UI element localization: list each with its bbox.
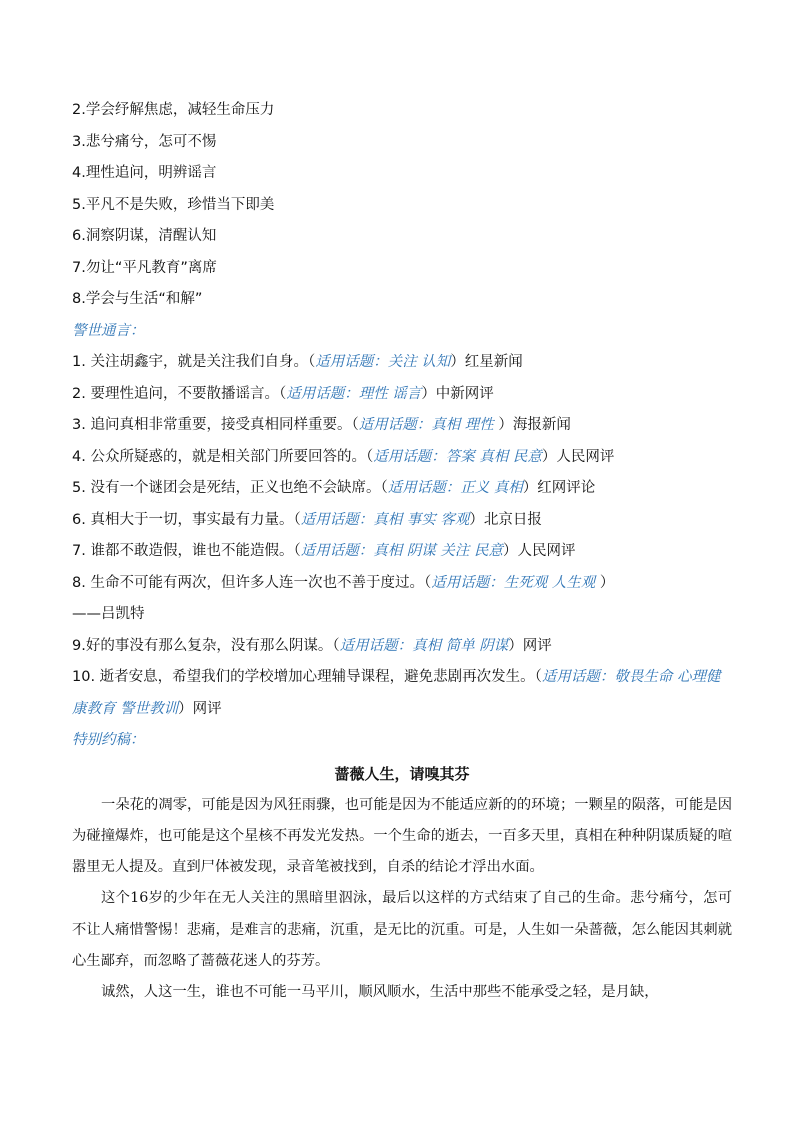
quote-source: ）网评 bbox=[508, 637, 552, 654]
quote-item bbox=[72, 379, 732, 411]
quote-source: ）人民网评 bbox=[503, 543, 576, 559]
list-item: 3.悲兮痛兮，怎可不惕 bbox=[72, 133, 217, 150]
quote-text: 1. 关注胡鑫宇，就是关注我们自身。（ bbox=[72, 354, 316, 370]
quote-text: 7. 谁都不敢造假，谁也不能造假。（ bbox=[72, 543, 301, 559]
quote-topic-tag: 适用话题：答案 真相 民意 bbox=[373, 448, 542, 465]
list-item: 4.理性追问，明辨谣言 bbox=[72, 165, 217, 181]
quote-item bbox=[72, 631, 732, 663]
quote-text: 3. 追问真相非常重要，接受真相同样重要。（ bbox=[72, 417, 359, 433]
quote-item bbox=[72, 473, 732, 505]
quote-text: 8. 生命不可能有两次，但许多人连一次也不善于度过。（ bbox=[72, 574, 432, 591]
quote-text: 2. 要理性追问，不要散播谣言。（ bbox=[72, 385, 287, 402]
quotes-heading: 警世通言： bbox=[72, 322, 145, 339]
list-item: 2.学会纾解焦虑，减轻生命压力 bbox=[72, 102, 275, 118]
quote-item bbox=[72, 347, 732, 379]
quote-source: ）红网评论 bbox=[522, 480, 596, 496]
quote-item bbox=[72, 442, 732, 474]
quote-source: ）北京日报 bbox=[469, 511, 542, 528]
quote-source: ）红星新闻 bbox=[450, 354, 523, 370]
quote-item bbox=[72, 505, 732, 537]
quote-source: ）中新网评 bbox=[421, 385, 494, 402]
quote-text: 5. 没有一个谜团会是死结，正义也绝不会缺席。（ bbox=[72, 480, 388, 496]
quote-topic-tag: 适用话题：敬畏生命 心理健康教育 警世教训 bbox=[72, 669, 721, 717]
article-paragraph: 诚然，人这一生，谁也不可能一马平川，顺风顺水，生活中那些不能承受之轻，是月缺， bbox=[101, 984, 659, 1001]
special-heading: 特别约稿： bbox=[72, 732, 145, 748]
list-item: 6.洞察阴谋，清醒认知 bbox=[72, 228, 217, 244]
article-paragraph: 一朵花的凋零，可能是因为风狂雨骤，也可能是因为不能适应新的的环境；一颗星的陨落，可能是因为碰撞爆炸，也可能是这个星核不再发光发热。一个生命的逝去，一百多天里，真相在种种阴谋质疑的喧嚣里无人提及。直到尸体被发现，录音笔被找到，自杀的结论才浮出水面。 bbox=[72, 796, 732, 876]
quote-item bbox=[72, 536, 732, 568]
article-title: 蔷薇人生，请嗅其芬 bbox=[334, 764, 470, 783]
quote-text: 9.好的事没有那么复杂，没有那么阴谋。（ bbox=[72, 637, 340, 654]
quote-topic-tag: 适用话题：关注 认知 bbox=[315, 354, 451, 370]
quote-author bbox=[72, 599, 732, 631]
quote-text: 4. 公众所疑惑的，就是相关部门所要回答的。（ bbox=[72, 448, 374, 465]
list-item: 5.平凡不是失败，珍惜当下即美 bbox=[72, 196, 275, 213]
quote-topic-tag: 适用话题：理性 谣言 bbox=[286, 385, 422, 402]
quote-source: ） bbox=[595, 574, 615, 591]
quote-item bbox=[72, 410, 732, 442]
quote-source: ）海报新闻 bbox=[493, 417, 571, 433]
quote-topic-tag: 适用话题：生死观 人生观 bbox=[431, 574, 596, 591]
list-item: 7.勿让“平凡教育”离席 bbox=[72, 259, 217, 276]
quote-text: 6. 真相大于一切，事实最有力量。（ bbox=[72, 511, 301, 528]
quote-source: ）人民网评 bbox=[541, 448, 615, 465]
quote-item bbox=[72, 662, 732, 725]
quote-item bbox=[72, 568, 732, 600]
document-content bbox=[72, 95, 732, 1009]
quote-topic-tag: 适用话题：真相 事实 客观 bbox=[300, 511, 470, 528]
quote-text: ——吕凯特 bbox=[72, 606, 145, 622]
quotes-list bbox=[72, 347, 732, 725]
quote-source: ）网评 bbox=[178, 700, 222, 717]
article-paragraph: 这个16岁的少年在无人关注的黑暗里泅泳，最后以这样的方式结束了自己的生命。悲兮痛兮，怎可不让人痛惜警惕！悲痛，是难言的悲痛，沉重，是无比的沉重。可是，人生如一朵蔷薇，怎么能因其刺就心生鄙弃，而忽略了蔷薇花迷人的芬芳。 bbox=[72, 890, 732, 969]
title-list bbox=[72, 95, 732, 316]
quote-topic-tag: 适用话题：真相 简单 阴谋 bbox=[339, 637, 509, 654]
quote-text: 10. 逝者安息，希望我们的学校增加心理辅导课程，避免悲剧再次发生。（ bbox=[72, 669, 542, 685]
list-item: 8.学会与生活“和解” bbox=[72, 291, 203, 307]
quote-topic-tag: 适用话题：真相 理性 bbox=[358, 417, 494, 433]
quote-topic-tag: 适用话题：真相 阴谋 关注 民意 bbox=[300, 543, 504, 559]
quote-topic-tag: 适用话题：正义 真相 bbox=[387, 480, 523, 496]
